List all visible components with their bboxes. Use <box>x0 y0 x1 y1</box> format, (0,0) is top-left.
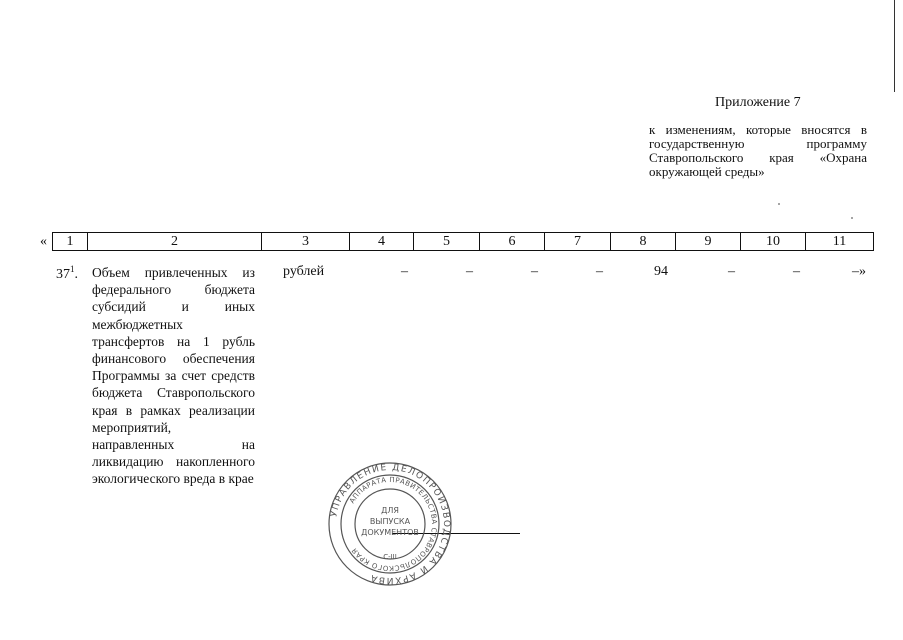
stamp-center-line-3: ДОКУМЕНТОВ <box>361 528 419 537</box>
cell-col-4: – <box>401 264 408 279</box>
cell-col-9: – <box>728 264 735 279</box>
header-cell-7: 7 <box>544 233 610 250</box>
scan-speck <box>851 217 853 219</box>
header-cell-3: 3 <box>261 233 349 250</box>
cell-col-5: – <box>466 264 473 279</box>
header-cell-8: 8 <box>610 233 675 250</box>
header-cell-4: 4 <box>349 233 413 250</box>
cell-col-6: – <box>531 264 538 279</box>
indicator-name: Объем привлеченных из федерального бюджета субсидий и иных межбюджетных трансфертов на 1 рубль финансового обеспечения Программы за счет средств бюджета Ставропольского края в рамках реализации мероприятий, направленных на ликвидацию накопленного экологического вреда в крае <box>92 265 255 487</box>
table-open-quote: « <box>40 234 47 249</box>
stamp-bottom-text: С-III <box>383 553 397 561</box>
header-cell-9: 9 <box>675 233 740 250</box>
stamp-center-line-1: ДЛЯ <box>381 506 399 515</box>
stamp-center-line-2: ВЫПУСКА <box>369 517 411 526</box>
row-number-suffix: . <box>74 267 78 282</box>
appendix-title: Приложение 7 <box>715 95 801 110</box>
header-cell-2: 2 <box>87 233 261 250</box>
stamp-outer-text: УПРАВЛЕНИЕ ДЕЛОПРОИЗВОДСТВА И АРХИВА <box>329 462 452 586</box>
table-header-row <box>52 232 874 251</box>
header-cell-10: 10 <box>740 233 805 250</box>
scan-speck <box>778 203 780 205</box>
header-cell-11: 11 <box>805 233 873 250</box>
cell-unit: рублей <box>283 264 325 279</box>
official-stamp <box>327 461 453 587</box>
row-number <box>56 264 78 283</box>
cell-col-8: 94 <box>654 264 668 279</box>
header-cell-6: 6 <box>479 233 544 250</box>
row-number-sup: 1 <box>70 264 75 274</box>
cell-col-10: – <box>793 264 800 279</box>
cell-col-7: – <box>596 264 603 279</box>
header-cell-1: 1 <box>66 233 74 249</box>
row-number-main: 37 <box>56 267 70 282</box>
stamp-inner-text: АППАРАТА ПРАВИТЕЛЬСТВА СТАВРОПОЛЬСКОГО КРАЯ <box>348 475 439 573</box>
appendix-subtitle: к изменениям, которые вносятся в государственную программу Ставропольского края «Охрана окружающей среды» <box>649 122 867 179</box>
cell-col-11: –» <box>852 264 866 279</box>
page-edge-line <box>894 0 895 92</box>
header-cell-5: 5 <box>413 233 479 250</box>
